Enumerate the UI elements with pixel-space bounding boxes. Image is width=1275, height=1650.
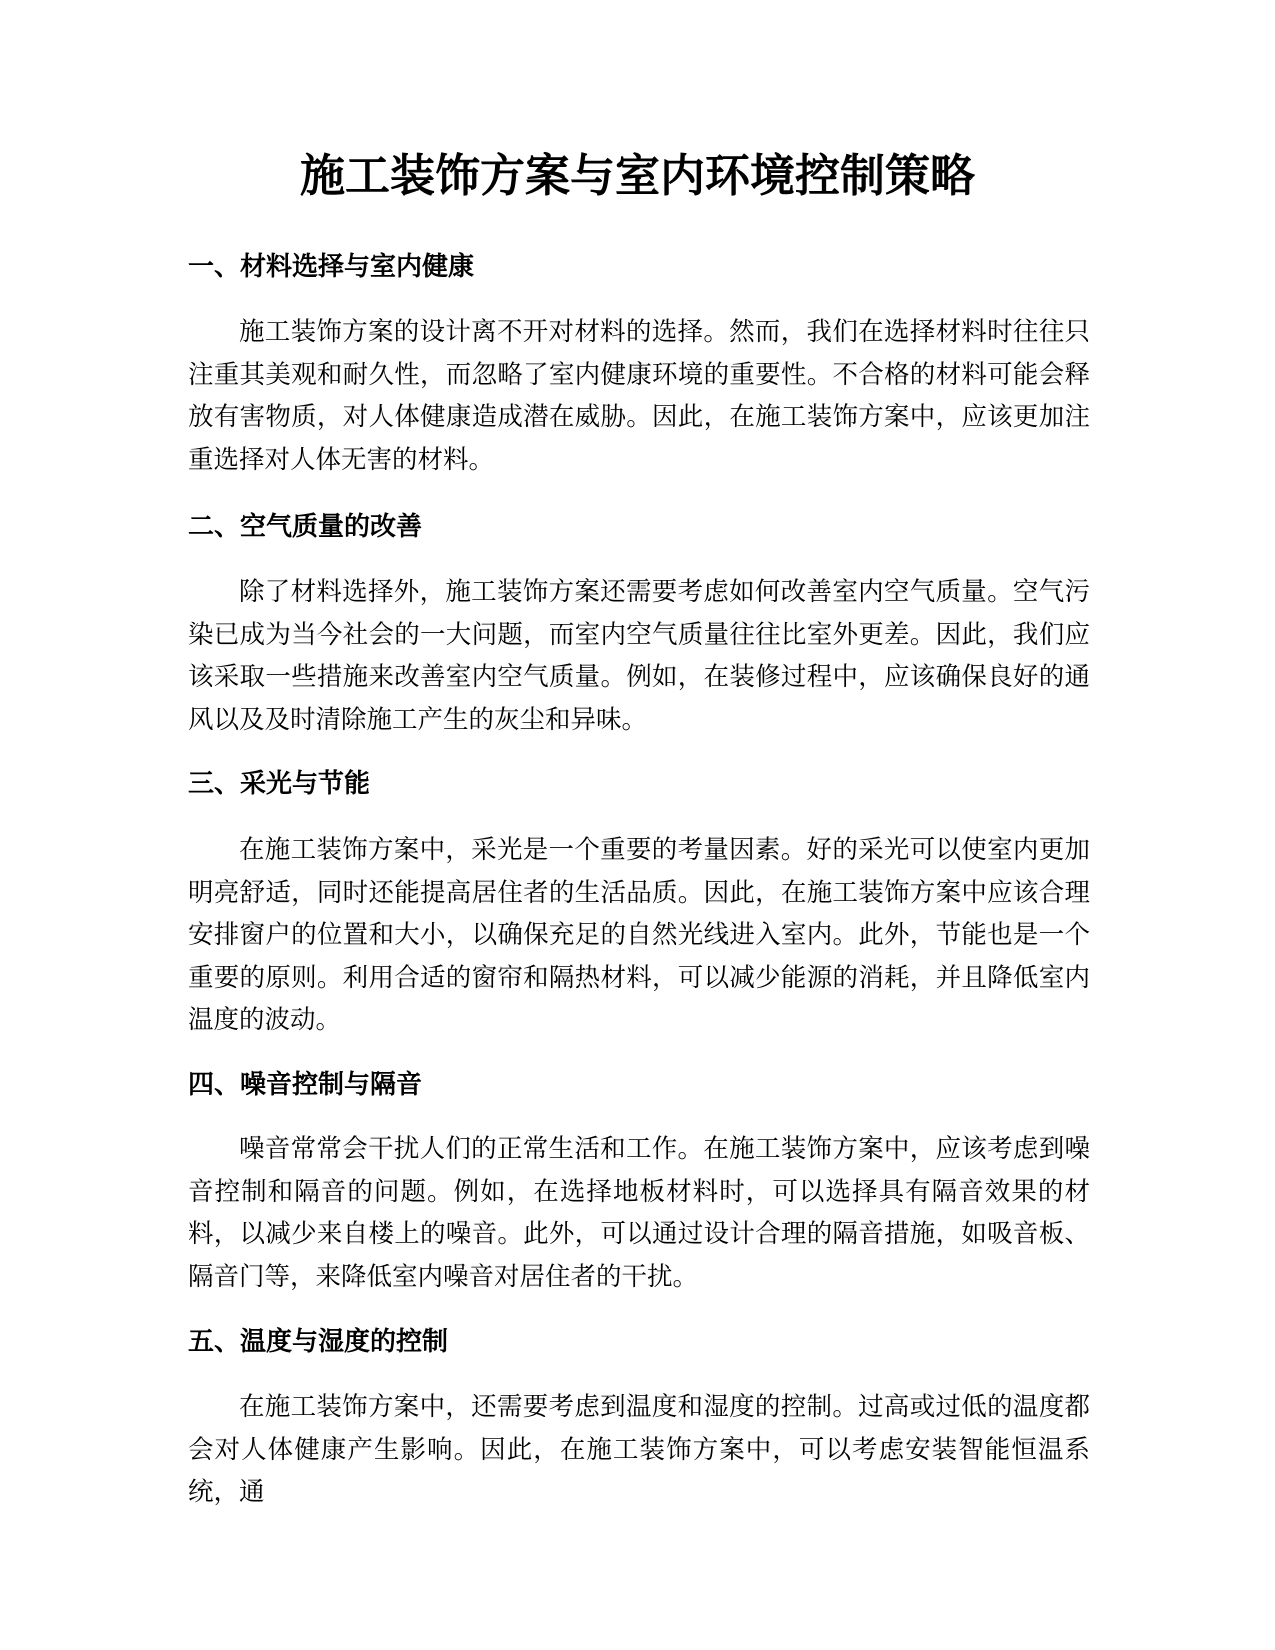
section-paragraph-lighting: 在施工装饰方案中，采光是一个重要的考量因素。好的采光可以使室内更加明亮舒适，同时还能提高居住者的生活品质。因此，在施工装饰方案中应该合理安排窗户的位置和大小，以确保充足的自然光线进入室内。此外，节能也是一个重要的原则。利用合适的窗帘和隔热材料，可以减少能源的消耗，并且降低室内温度的波动。: [188, 835, 1090, 1035]
section-heading-materials: 一、材料选择与室内健康: [188, 252, 475, 282]
section-paragraph-air-quality: 除了材料选择外，施工装饰方案还需要考虑如何改善室内空气质量。空气污染已成为当今社会的一大问题，而室内空气质量往往比室外更差。因此，我们应该采取一些措施来改善室内空气质量。例如，在装修过程中，应该确保良好的通风以及及时清除施工产生的灰尘和异味。: [188, 577, 1090, 735]
section-paragraph-temperature: 在施工装饰方案中，还需要考虑到温度和湿度的控制。过高或过低的温度都会对人体健康产生影响。因此，在施工装饰方案中，可以考虑安装智能恒温系统，通: [188, 1392, 1090, 1507]
section-heading-air-quality: 二、空气质量的改善: [188, 512, 423, 542]
section-heading-temperature: 五、温度与湿度的控制: [188, 1327, 449, 1357]
page-title: 施工装饰方案与室内环境控制策略: [299, 149, 975, 202]
section-paragraph-noise: 噪音常常会干扰人们的正常生活和工作。在施工装饰方案中，应该考虑到噪音控制和隔音的问题。例如，在选择地板材料时，可以选择具有隔音效果的材料，以减少来自楼上的噪音。此外，可以通过设计合理的隔音措施，如吸音板、隔音门等，来降低室内噪音对居住者的干扰。: [188, 1134, 1090, 1292]
section-paragraph-materials: 施工装饰方案的设计离不开对材料的选择。然而，我们在选择材料时往往只注重其美观和耐久性，而忽略了室内健康环境的重要性。不合格的材料可能会释放有害物质，对人体健康造成潜在威胁。因此，在施工装饰方案中，应该更加注重选择对人体无害的材料。: [188, 317, 1090, 475]
section-heading-lighting: 三、采光与节能: [188, 769, 371, 799]
section-heading-noise: 四、噪音控制与隔音: [188, 1070, 423, 1100]
